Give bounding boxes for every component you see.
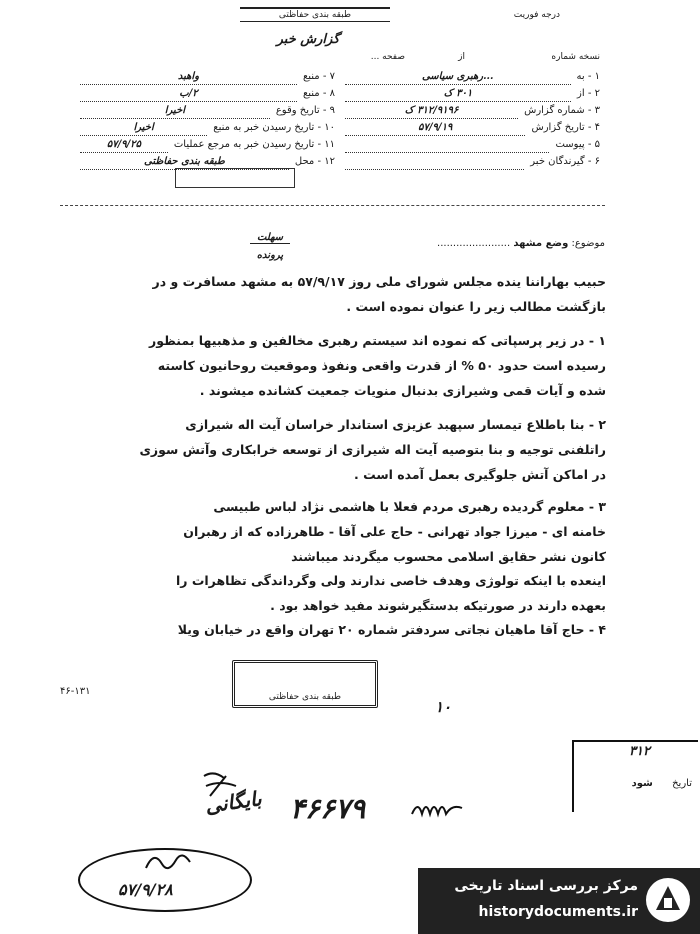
- body-line: ۲ - بنا باطلاع تیمسار سپهبد عزیزی استاندار خراسان آیت اله شیرازی: [185, 417, 606, 432]
- left-field-row: [80, 68, 335, 85]
- margin-number: ۱۰: [435, 698, 452, 716]
- body-line: در اماکن آتش جلوگیری بعمل آمده است .: [354, 467, 606, 482]
- fields-right-column: [345, 68, 600, 170]
- right-field-value: ۳۰۱ ک: [345, 85, 571, 102]
- left-field-row: [80, 136, 335, 153]
- archive-box: [572, 740, 698, 812]
- subject-label: موضوع: [574, 238, 605, 249]
- body-line: ۴ - حاج آقا ماهیان نجاتی سردفتر شماره ۲۰ تهران واقع در خیابان ویلا: [177, 622, 606, 637]
- body-line: کانون نشر حقایق اسلامی محسوب میگردند میباشند: [291, 549, 606, 564]
- right-field-label: ۱ - به: [576, 71, 600, 82]
- left-field-row: [80, 85, 335, 102]
- body-line: حبیب بهاراننا ینده مجلس شورای ملی روز ۵۷/۹/۱۷ به مشهد مسافرت و در: [152, 274, 606, 289]
- left-field-label: ۱۲ - محل: [294, 156, 335, 167]
- classification-stamp: [232, 660, 378, 708]
- watermark-title: مرکز بررسی اسناد تاریخی: [454, 878, 638, 894]
- right-field-label: ۵ - پیوست: [555, 139, 600, 150]
- body-line: ۱ - در زیر پرسپاتی که نموده اند سیستم رهبری مخالفین و مذهبیها بمنظور: [149, 333, 606, 348]
- archive-box-number: ۳۱۲: [629, 744, 650, 759]
- left-field-value: اخیرا: [80, 119, 207, 136]
- body-line: خامنه ای - میرزا جواد تهرانی - حاج علی آقا - طاهرزاده که از رهبران: [183, 524, 606, 539]
- right-field-label: ۳ - شماره گزارش: [524, 105, 600, 116]
- watermark: [418, 868, 700, 934]
- right-field-value: ۳۱۲/۹۱۹۶ ک: [345, 102, 518, 119]
- subject-row: موضوع: وضع مشهد .......................: [437, 238, 605, 249]
- copy-number-label: نسخه شماره: [551, 52, 600, 62]
- right-field-label: ۶ - گیرندگان خبر: [530, 156, 600, 167]
- left-field-value: طبقه بندی حفاظتی: [80, 153, 289, 170]
- right-field-value: ۵۷/۹/۱۹: [345, 119, 525, 136]
- check-mark-icon: [200, 768, 250, 804]
- right-field-row: [345, 119, 600, 136]
- right-field-value: [345, 153, 524, 170]
- body-line: اینعده با اینکه تولوژی وهدف خاصی ندارند ولی وگرداندگی تظاهرات را: [176, 573, 606, 588]
- right-field-row: [345, 85, 600, 102]
- left-field-value: واهبد: [80, 68, 297, 85]
- body-line: بازگشت مطالب زیر را عنوان نموده است .: [346, 299, 606, 314]
- right-field-row: [345, 102, 600, 119]
- report-body: [78, 268, 606, 641]
- archive-logo-icon: [644, 876, 692, 924]
- fields-left-column: [80, 68, 335, 170]
- left-field-row: [80, 119, 335, 136]
- archive-box-label: تاریخ شود: [631, 778, 692, 789]
- body-line: ۳ - معلوم گردیده رهبری مردم فعلا با هاشمی نژاد لباس طبیسی: [213, 499, 606, 514]
- signature-scribble: [410, 794, 470, 824]
- subject-value: وضع مشهد: [513, 238, 569, 249]
- subject-annotation-top: سهلت: [250, 232, 290, 244]
- form-title: گزارش خبر: [276, 32, 340, 47]
- right-field-label: ۴ - تاریخ گزارش: [531, 122, 600, 133]
- body-line: راتلفنی توجیه و بنا بتوصیه آیت اله شیرازی از توسعه خرابکاری وآتش سوزی: [139, 442, 606, 457]
- left-field-label: ۹ - تاریخ وقوع: [275, 105, 335, 116]
- right-field-row: [345, 68, 600, 85]
- location-stamp-frame: [175, 168, 295, 188]
- right-field-value: ...رهبری سیاسی: [345, 68, 571, 85]
- page-number-label: صفحه ...: [370, 52, 405, 62]
- priority-label: درجه فوریت: [513, 10, 560, 20]
- classification-strip: طبقه بندی حفاظتی: [240, 7, 390, 22]
- document-number: ۴۶۶۷۹: [290, 792, 366, 825]
- left-field-value: ۲/ب: [80, 85, 297, 102]
- header-divider: [60, 205, 605, 206]
- left-field-label: ۱۰ - تاریخ رسیدن خبر به منبع: [213, 122, 335, 133]
- initials-scribble: [140, 848, 200, 880]
- right-field-row: [345, 136, 600, 153]
- subject-annotation-bottom: پرونده: [256, 250, 284, 261]
- watermark-url: historydocuments.ir: [478, 904, 638, 920]
- signature: بایگانی: [203, 786, 264, 818]
- left-field-label: ۱۱ - تاریخ رسیدن خبر به مرجع عملیات: [173, 139, 335, 150]
- oval-date: ۵۷/۹/۲۸: [118, 880, 173, 899]
- left-field-label: ۸ - منبع: [302, 88, 335, 99]
- right-field-row: [345, 153, 600, 170]
- left-field-value: اخیرا: [80, 102, 270, 119]
- right-field-label: ۲ - از: [577, 88, 600, 99]
- body-line: شده و آیات قمی وشیرازی بدنبال منویات جمعیت کشانده میشوند .: [199, 383, 606, 398]
- body-line: بعهده دارند در صورتیکه بدستگیرشوند مفید خواهد بود .: [270, 598, 606, 613]
- left-field-row: [80, 102, 335, 119]
- from-pages-label: از: [458, 52, 465, 62]
- file-reference: ۴۶-۱۳۱: [60, 686, 91, 697]
- body-line: رسیده است حدود ۵۰ % از قدرت واقعی ونفوذ وموقعیت روحانیون کاسته: [157, 358, 606, 373]
- right-field-value: [345, 136, 549, 153]
- classification-stamp-label: طبقه بندی حفاظتی: [268, 692, 342, 702]
- left-field-value: ۵۷/۹/۲۵: [80, 136, 168, 153]
- left-field-label: ۷ - منبع: [302, 71, 335, 82]
